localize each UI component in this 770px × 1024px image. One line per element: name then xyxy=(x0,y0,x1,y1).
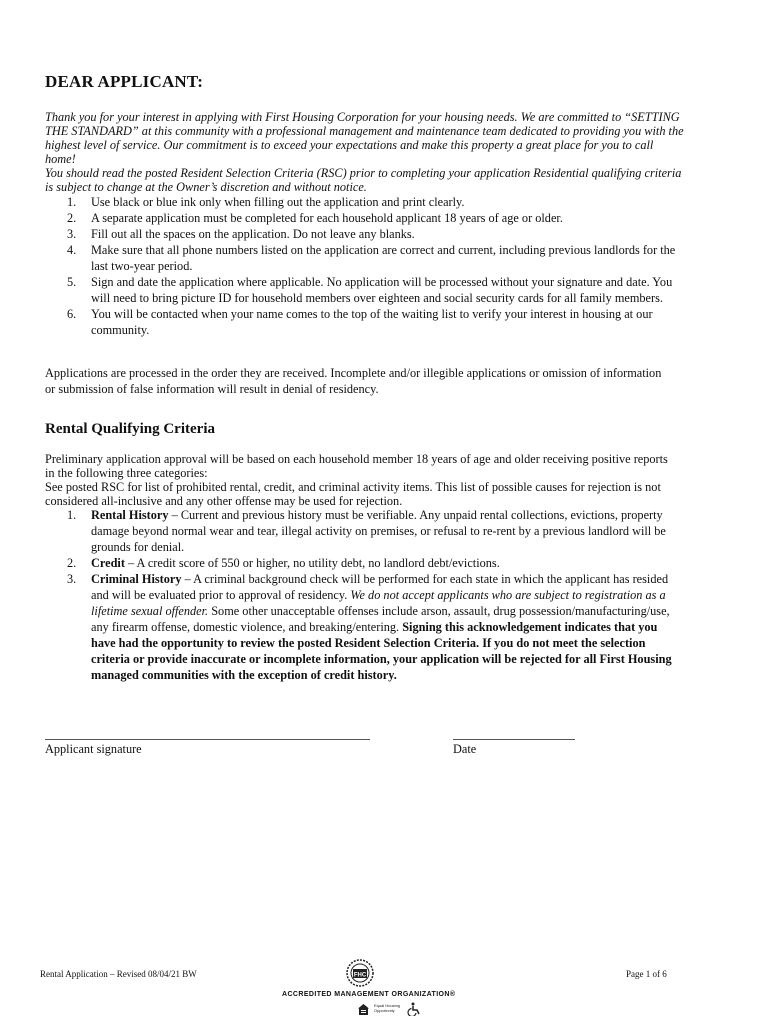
section-title: Rental Qualifying Criteria xyxy=(45,421,215,437)
footer-page-number: Page 1 of 6 xyxy=(626,969,667,979)
criteria-intro xyxy=(45,452,670,508)
date-label: Date xyxy=(453,742,477,756)
instruction-list xyxy=(45,194,685,338)
footer-revision: Rental Application – Revised 08/04/21 BW xyxy=(40,969,197,979)
applicant-signature-line[interactable] xyxy=(45,739,370,740)
criteria-criminal-history: 3. Criminal History – A criminal background check will be performed for each state in which the applicant has resided and will be evaluated prior to approval of residency. We do not accept applicants who are subject to registration as a lifetime sexual offender. Some other unacceptable offenses include arson, assault, drug possession/manufacturing/use, any firearm offense, domestic violence, and breaking/entering. Signing this acknowledgement indicates that you have had the opportunity to review the posted Resident Selection Criteria. If you do not meet the selection criteria or provide inaccurate or incomplete information, your application will be rejected for all First Housing managed communities with the exception of credit history. xyxy=(67,572,672,682)
date-line[interactable] xyxy=(453,739,575,740)
list-item: 1. Use black or blue ink only when filling out the application and print clearly. xyxy=(67,195,465,209)
criteria-rental-history: 1. Rental History – Current and previous history must be verifiable. Any unpaid rental collections, evictions, property damage beyond normal wear and tear, illegal activity on premises, or refusal to re-rent by a previous landlord will be grounds for denial. xyxy=(67,508,666,554)
equal-housing-icon xyxy=(357,1003,370,1016)
processing-note: Applications are processed in the order they are received. Incomplete and/or illegible applications or omission of information or submission of false information will result in denial of residency. xyxy=(45,366,662,396)
equal-housing-text: Equal Housing Opportunity xyxy=(374,1003,401,1013)
list-item: 5. Sign and date the application where applicable. No application will be processed without your signature and date. You will need to bring picture ID for household members over eighteen and social security cards for all family members. xyxy=(67,275,673,305)
intro-text xyxy=(45,110,685,194)
page-heading: DEAR APPLICANT: xyxy=(45,72,204,91)
intro-paragraph-2: You should read the posted Resident Selection Criteria (RSC) prior to completing your application Residential qualifying criteria is subject to change at the Owner’s discretion and without notice. xyxy=(45,166,682,194)
intro-paragraph-1: Thank you for your interest in applying with First Housing Corporation for your housing needs. We are committed to “SETTING THE STANDARD” at this community with a professional management and maintenance team dedicated to providing you with the highest level of service. Our commitment is to exceed your expectations and make this property a great place for you to call home! xyxy=(45,110,684,166)
svg-text:FHC: FHC xyxy=(353,972,367,979)
criteria-intro-1: Preliminary application approval will be based on each household member 18 years of age and older receiving positive reports in the following three categories: xyxy=(45,452,668,480)
criteria-list xyxy=(45,507,685,683)
list-item: 4. Make sure that all phone numbers listed on the application are correct and current, including previous landlords for the last two-year period. xyxy=(67,243,676,273)
amo-label: ACCREDITED MANAGEMENT ORGANIZATION® xyxy=(282,991,456,998)
company-seal-logo xyxy=(344,958,376,988)
criteria-intro-2: See posted RSC for list of prohibited rental, credit, and criminal activity items. This list of possible causes for rejection is not considered all-inclusive and any other offense may be used for rejection. xyxy=(45,480,661,508)
list-item: 3. Fill out all the spaces on the application. Do not leave any blanks. xyxy=(67,227,415,241)
list-item: 6. You will be contacted when your name comes to the top of the waiting list to verify your interest in housing at our community. xyxy=(67,307,653,337)
list-item: 2. A separate application must be completed for each household applicant 18 years of age or older. xyxy=(67,211,563,225)
criteria-credit: 2. Credit – A credit score of 550 or higher, no utility debt, no landlord debt/evictions. xyxy=(67,556,500,570)
accessibility-icon xyxy=(407,1002,421,1016)
applicant-signature-label: Applicant signature xyxy=(45,742,142,756)
